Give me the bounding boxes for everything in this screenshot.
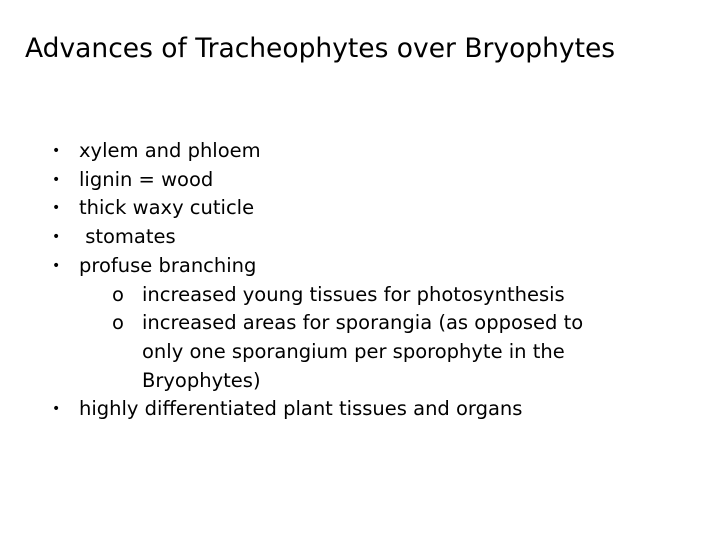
bullet-text: highly differentiated plant tissues and organs	[79, 397, 523, 421]
sub-bullet-item	[52, 281, 672, 310]
slide-title: Advances of Tracheophytes over Bryophytes	[25, 33, 616, 64]
sub-bullet-icon: o	[112, 311, 124, 335]
bullet-icon: •	[52, 401, 61, 418]
bullet-item	[52, 166, 672, 195]
bullet-list	[52, 137, 672, 424]
sub-bullet-list	[52, 281, 672, 396]
sub-bullet-icon: o	[112, 282, 124, 306]
bullet-text: xylem and phloem	[79, 139, 261, 162]
bullet-text: stomates	[79, 225, 176, 249]
bullet-icon: •	[52, 200, 61, 217]
sub-bullet-item	[52, 309, 672, 395]
sub-bullet-text: increased young tissues for photosynthesis	[142, 282, 565, 306]
bullet-item	[52, 137, 672, 166]
bullet-item	[52, 194, 672, 223]
bullet-icon: •	[52, 257, 61, 274]
bullet-text: lignin = wood	[79, 167, 214, 191]
sub-bullet-text: increased areas for sporangia (as opposed to	[142, 311, 584, 335]
bullet-item	[52, 395, 672, 424]
bullet-text: profuse branching	[79, 253, 257, 277]
bullet-icon: •	[52, 143, 61, 159]
bullet-item	[52, 223, 672, 252]
bullet-text: thick waxy cuticle	[79, 196, 255, 220]
bullet-icon: •	[52, 229, 61, 246]
bullet-item	[52, 252, 672, 396]
bullet-icon: •	[52, 171, 61, 188]
sub-bullet-text: Bryophytes)	[142, 368, 261, 392]
sub-bullet-text: only one sporangium per sporophyte in the	[142, 339, 565, 363]
